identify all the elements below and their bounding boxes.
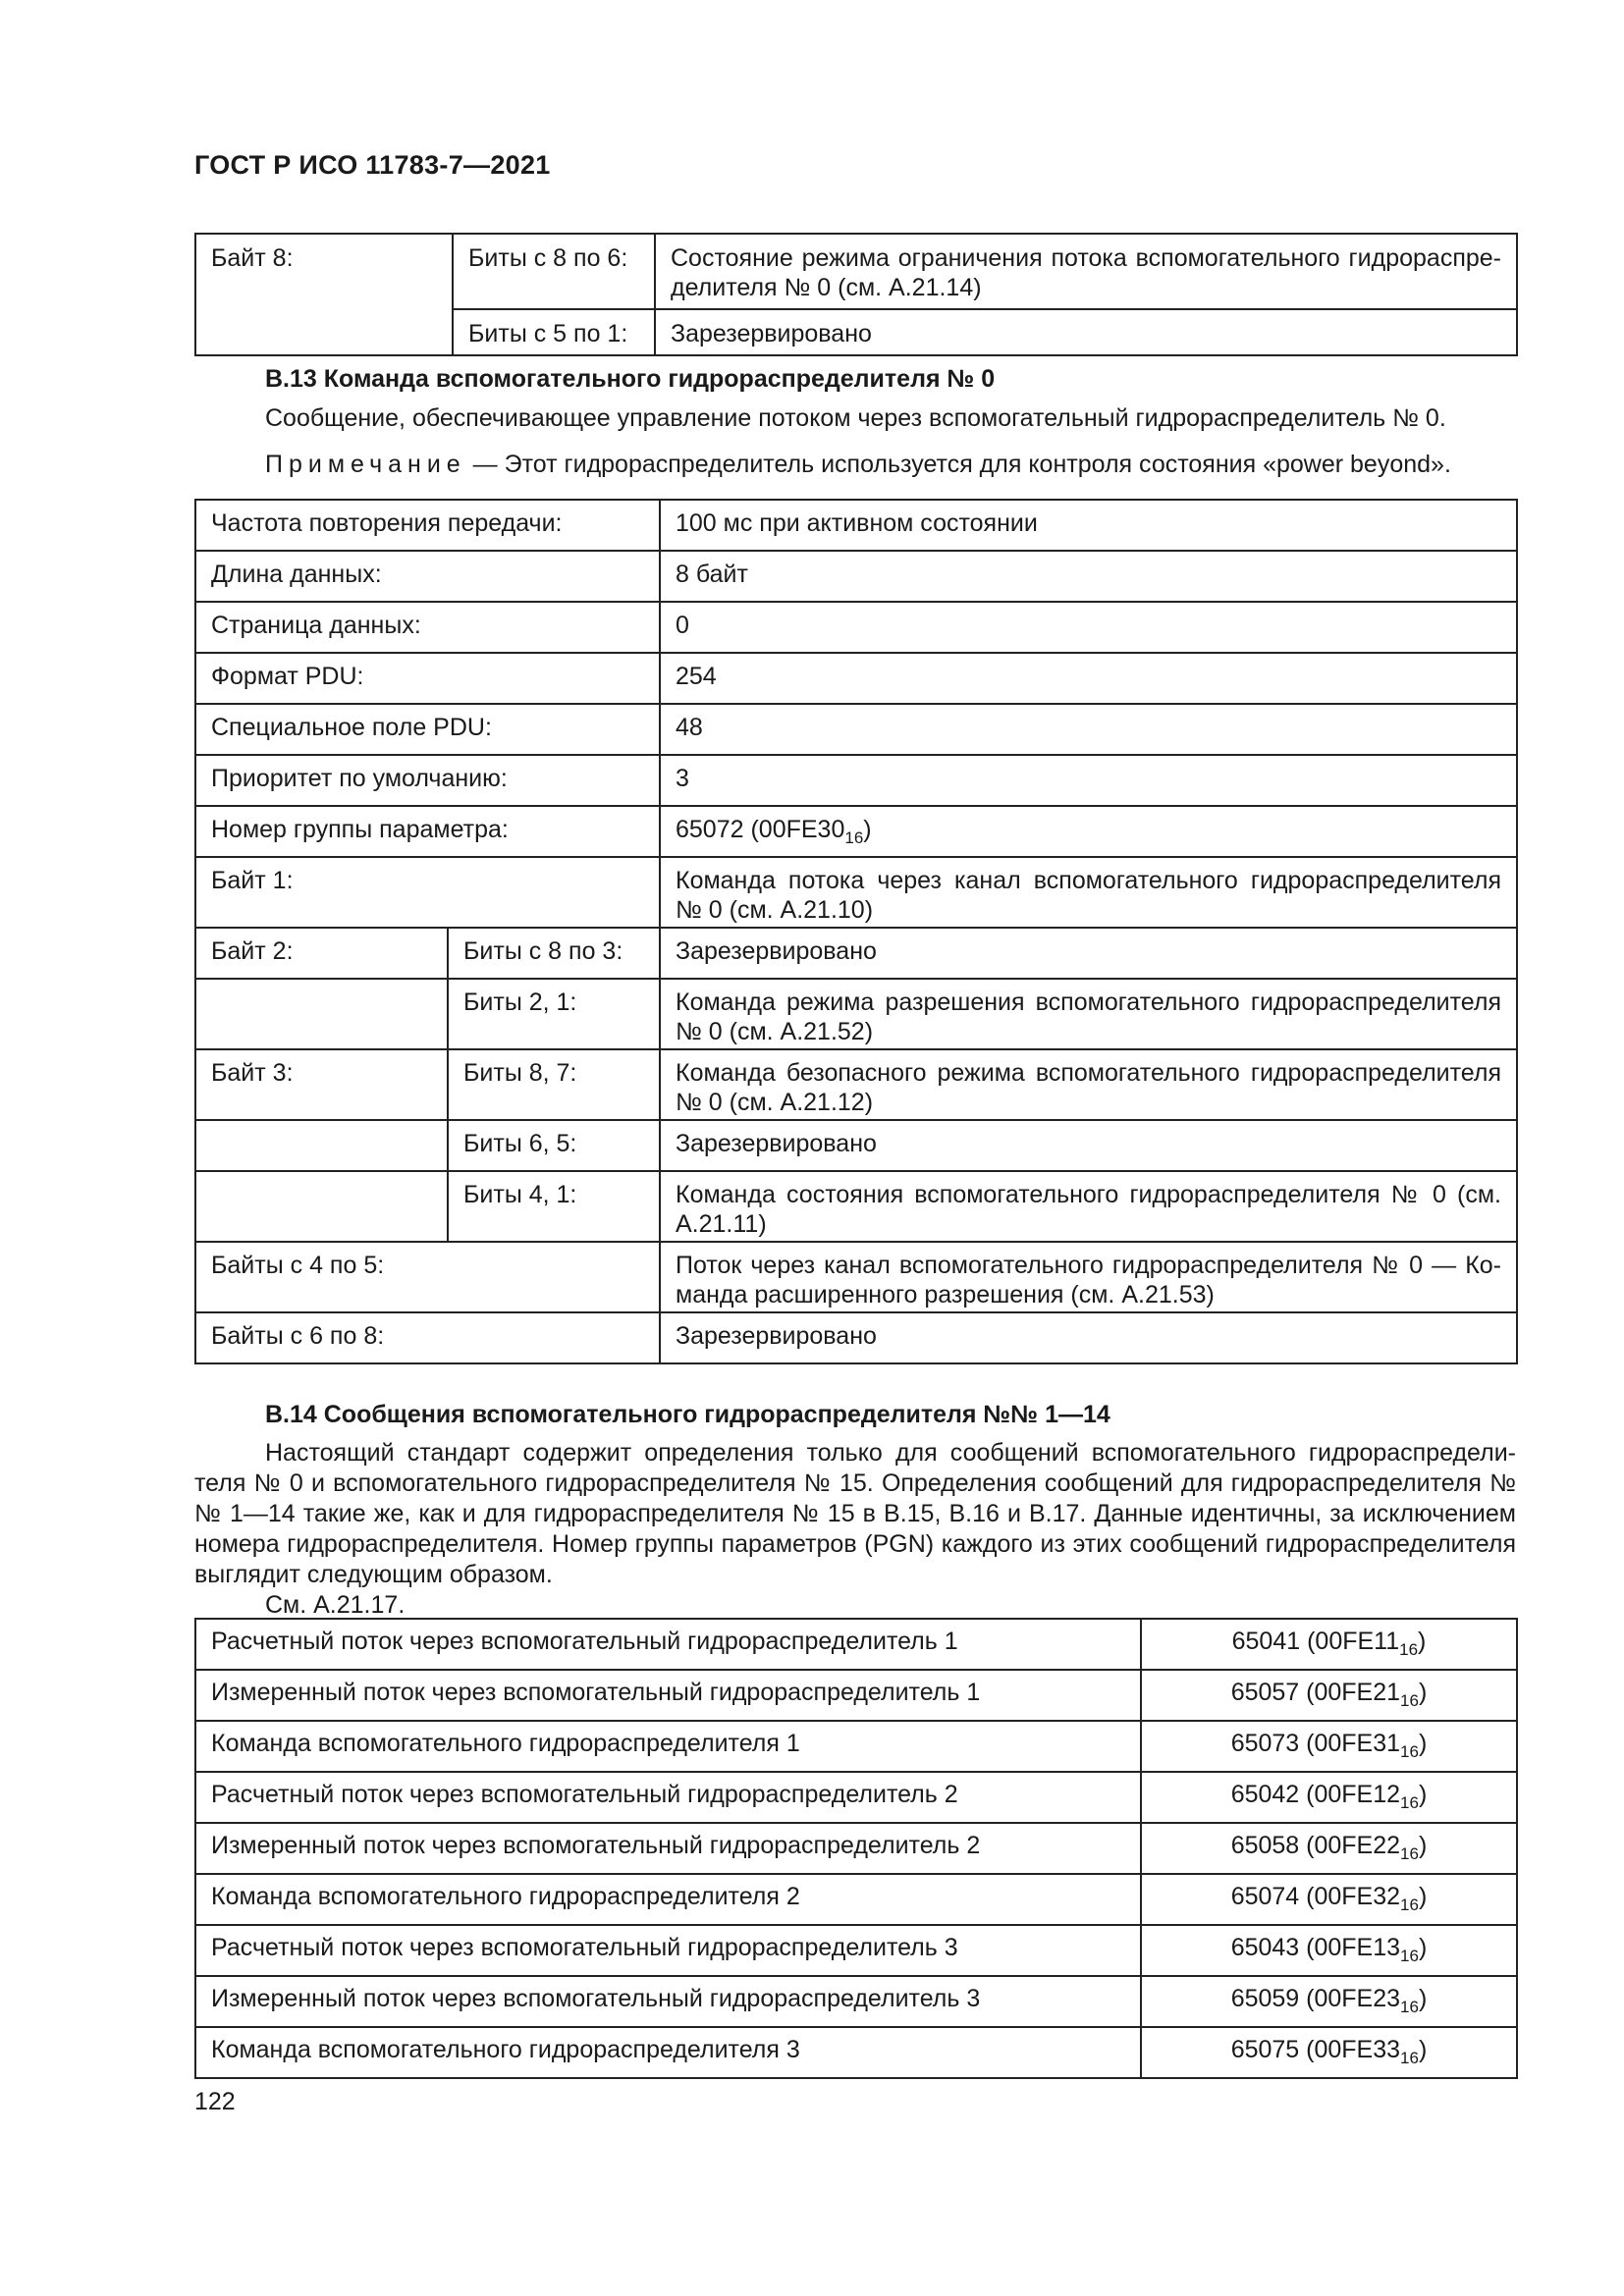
- field-description: Поток через канал вспомогательного гидрораспределителя № 0 — Ко-манда расширенного разрешения (см. А.21.53): [660, 1242, 1517, 1312]
- bits-label: Биты 6, 5:: [448, 1120, 660, 1171]
- bits-label: Биты с 8 по 3:: [448, 928, 660, 979]
- pgn-value: [1141, 1619, 1517, 1670]
- table-row: [195, 602, 1517, 653]
- pgn-value: [1141, 1925, 1517, 1976]
- pgn-base: 16: [1400, 1844, 1419, 1863]
- field-description: Зарезервировано: [660, 928, 1517, 979]
- pgn-number: 65041 (00FE11: [1231, 1628, 1400, 1655]
- pgn-number: 65057 (00FE21: [1230, 1679, 1401, 1706]
- param-label: Номер группы параметра:: [195, 806, 660, 857]
- page-number: 122: [194, 2088, 236, 2115]
- table-row: [195, 234, 1517, 309]
- message-name: Измеренный поток через вспомогательный гидрораспределитель 1: [195, 1670, 1141, 1721]
- table-row: [195, 1049, 1517, 1120]
- table-row: [195, 1312, 1517, 1363]
- pgn-base: 16: [1400, 1742, 1419, 1761]
- table-row: [195, 928, 1517, 979]
- section-b13-body: Сообщение, обеспечивающее управление потоком через вспомогательный гидрораспределитель № 0.: [265, 404, 1446, 432]
- table-row: [195, 1619, 1517, 1670]
- message-name: Измеренный поток через вспомогательный гидрораспределитель 2: [195, 1823, 1141, 1874]
- pgn-number: 65058 (00FE22: [1230, 1832, 1401, 1859]
- byte8-table: [194, 233, 1518, 356]
- message-name: Команда вспомогательного гидрораспределителя 2: [195, 1874, 1141, 1925]
- table-row: [195, 979, 1517, 1049]
- param-label: Формат PDU:: [195, 653, 660, 704]
- param-label: Специальное поле PDU:: [195, 704, 660, 755]
- message-name: Расчетный поток через вспомогательный гидрораспределитель 1: [195, 1619, 1141, 1670]
- table-row: [195, 1874, 1517, 1925]
- pgn-close: ): [1418, 1934, 1428, 1961]
- pgn-base: 16: [1399, 1640, 1419, 1659]
- pgn-table-body: [195, 1619, 1517, 2078]
- table-row: [195, 1976, 1517, 2027]
- field-description: Команда состояния вспомогательного гидрораспределителя № 0 (см. А.21.11): [660, 1171, 1517, 1242]
- b13-parameter-table: [194, 499, 1518, 1364]
- pgn-number: 65059 (00FE23: [1230, 1985, 1401, 2012]
- table-row: [195, 1823, 1517, 1874]
- param-value: 254: [660, 653, 1517, 704]
- pgn-value: [1141, 1874, 1517, 1925]
- empty-cell: [195, 1171, 448, 1242]
- bits-label: Биты с 5 по 1:: [453, 309, 655, 355]
- table-row: [195, 857, 1517, 928]
- note-text: — Этот гидрораспределитель используется для контроля состояния «power beyond».: [465, 451, 1451, 478]
- field-description: Зарезервировано: [655, 309, 1517, 355]
- message-name: Расчетный поток через вспомогательный гидрораспределитель 3: [195, 1925, 1141, 1976]
- table-row: [195, 755, 1517, 806]
- param-value: 48: [660, 704, 1517, 755]
- pgn-close: ): [1418, 2036, 1428, 2063]
- byte-label: Байт 1:: [195, 857, 660, 928]
- table-row: [195, 1772, 1517, 1823]
- pgn-number: 65042 (00FE12: [1230, 1781, 1401, 1808]
- pgn-value: [1141, 1721, 1517, 1772]
- byte-label: Байт 3:: [195, 1049, 448, 1120]
- pgn-base: 16: [1400, 1998, 1419, 2016]
- message-name: Команда вспомогательного гидрораспределителя 3: [195, 2027, 1141, 2078]
- pgn-base: 16: [1400, 1896, 1419, 1914]
- message-name: Расчетный поток через вспомогательный гидрораспределитель 2: [195, 1772, 1141, 1823]
- param-label: Длина данных:: [195, 551, 660, 602]
- section-b14-see: См. А.21.17.: [265, 1591, 406, 1619]
- byte-label: Байты с 4 по 5:: [195, 1242, 660, 1312]
- table-row: [195, 2027, 1517, 2078]
- pgn-base: 16: [844, 828, 864, 847]
- table-row: [195, 653, 1517, 704]
- pgn-value: [1141, 2027, 1517, 2078]
- section-b14-text: [194, 1438, 1516, 1590]
- pgn-table: [194, 1618, 1518, 2079]
- pgn-number: 65072 (00FE30: [676, 816, 845, 843]
- field-description: Зарезервировано: [660, 1120, 1517, 1171]
- bits-label: Биты с 8 по 6:: [453, 234, 655, 309]
- table-row: [195, 1120, 1517, 1171]
- pgn-close: ): [1418, 1883, 1428, 1910]
- pgn-number: 65075 (00FE33: [1230, 2036, 1401, 2063]
- empty-cell: [195, 979, 448, 1049]
- document-header: ГОСТ Р ИСО 11783-7—2021: [194, 150, 551, 180]
- section-title-b14: В.14 Сообщения вспомогательного гидрораспределителя №№ 1—14: [265, 1401, 1110, 1428]
- empty-cell: [195, 1120, 448, 1171]
- bits-label: Биты 8, 7:: [448, 1049, 660, 1120]
- pgn-number: 65043 (00FE13: [1230, 1934, 1401, 1961]
- section-b13-text: [194, 403, 1516, 433]
- byte-label: Байт 8:: [195, 234, 453, 355]
- table-row: [195, 1242, 1517, 1312]
- param-label: Страница данных:: [195, 602, 660, 653]
- bits-label: Биты 4, 1:: [448, 1171, 660, 1242]
- param-value: 100 мс при активном состоянии: [660, 500, 1517, 551]
- pgn-base: 16: [1400, 1691, 1419, 1710]
- field-description: Команда режима разрешения вспомогательного гидрораспределителя № 0 (см. А.21.52): [660, 979, 1517, 1049]
- message-name: Команда вспомогательного гидрораспределителя 1: [195, 1721, 1141, 1772]
- bits-label: Биты 2, 1:: [448, 979, 660, 1049]
- param-value: 3: [660, 755, 1517, 806]
- field-description: Команда безопасного режима вспомогательного гидрораспределителя № 0 (см. А.21.12): [660, 1049, 1517, 1120]
- pgn-value: [1141, 1823, 1517, 1874]
- table-row: [195, 1925, 1517, 1976]
- note-label: Примечание: [265, 451, 466, 478]
- table-row: [195, 704, 1517, 755]
- pgn-close: ): [1418, 1985, 1428, 2012]
- byte-label: Байты с 6 по 8:: [195, 1312, 660, 1363]
- param-label: Приоритет по умолчанию:: [195, 755, 660, 806]
- table-row: [195, 806, 1517, 857]
- table-row: [195, 1721, 1517, 1772]
- pgn-base: 16: [1400, 1947, 1419, 1965]
- param-label: Частота повторения передачи:: [195, 500, 660, 551]
- byte-label: Байт 2:: [195, 928, 448, 979]
- pgn-close: ): [1418, 1730, 1428, 1757]
- param-value: 8 байт: [660, 551, 1517, 602]
- pgn-base: 16: [1400, 1793, 1419, 1812]
- table-row: [195, 1670, 1517, 1721]
- field-description: Зарезервировано: [660, 1312, 1517, 1363]
- pgn-value: [1141, 1670, 1517, 1721]
- param-value: 0: [660, 602, 1517, 653]
- param-value: [660, 806, 1517, 857]
- pgn-close: ): [1418, 1832, 1428, 1859]
- field-description: Команда потока через канал вспомогательного гидрораспределителя № 0 (см. А.21.10): [660, 857, 1517, 928]
- pgn-close: ): [1418, 1679, 1428, 1706]
- message-name: Измеренный поток через вспомогательный гидрораспределитель 3: [195, 1976, 1141, 2027]
- pgn-close: ): [1418, 1628, 1427, 1655]
- table-row: [195, 1171, 1517, 1242]
- pgn-base: 16: [1400, 2049, 1419, 2067]
- section-title-b13: В.13 Команда вспомогательного гидрораспределителя № 0: [265, 365, 996, 393]
- pgn-close: ): [863, 816, 872, 843]
- pgn-number: 65073 (00FE31: [1230, 1730, 1401, 1757]
- section-b13-note: [194, 450, 1516, 479]
- section-b14-body: Настоящий стандарт содержит определения только для сообщений вспомогательного гидрораспредели-теля № 0 и вспомогательного гидрораспределителя № 15. Определения сообщений для гидрораспределителя №№ 1—14 такие же, как и для гидрораспределителя № 15 в В.15, В.16 и В.17. Данные идентичны, за исключением номера гидрораспределителя. Номер группы параметров (PGN) каждого из этих сообщений гидрораспределителя выглядит следующим образом.: [194, 1439, 1516, 1588]
- pgn-number: 65074 (00FE32: [1230, 1883, 1401, 1910]
- pgn-value: [1141, 1772, 1517, 1823]
- table-row: [195, 551, 1517, 602]
- table-row: [195, 500, 1517, 551]
- pgn-close: ): [1418, 1781, 1428, 1808]
- pgn-value: [1141, 1976, 1517, 2027]
- field-description: Состояние режима ограничения потока вспомогательного гидрораспре-делителя № 0 (см. А.21.14): [655, 234, 1517, 309]
